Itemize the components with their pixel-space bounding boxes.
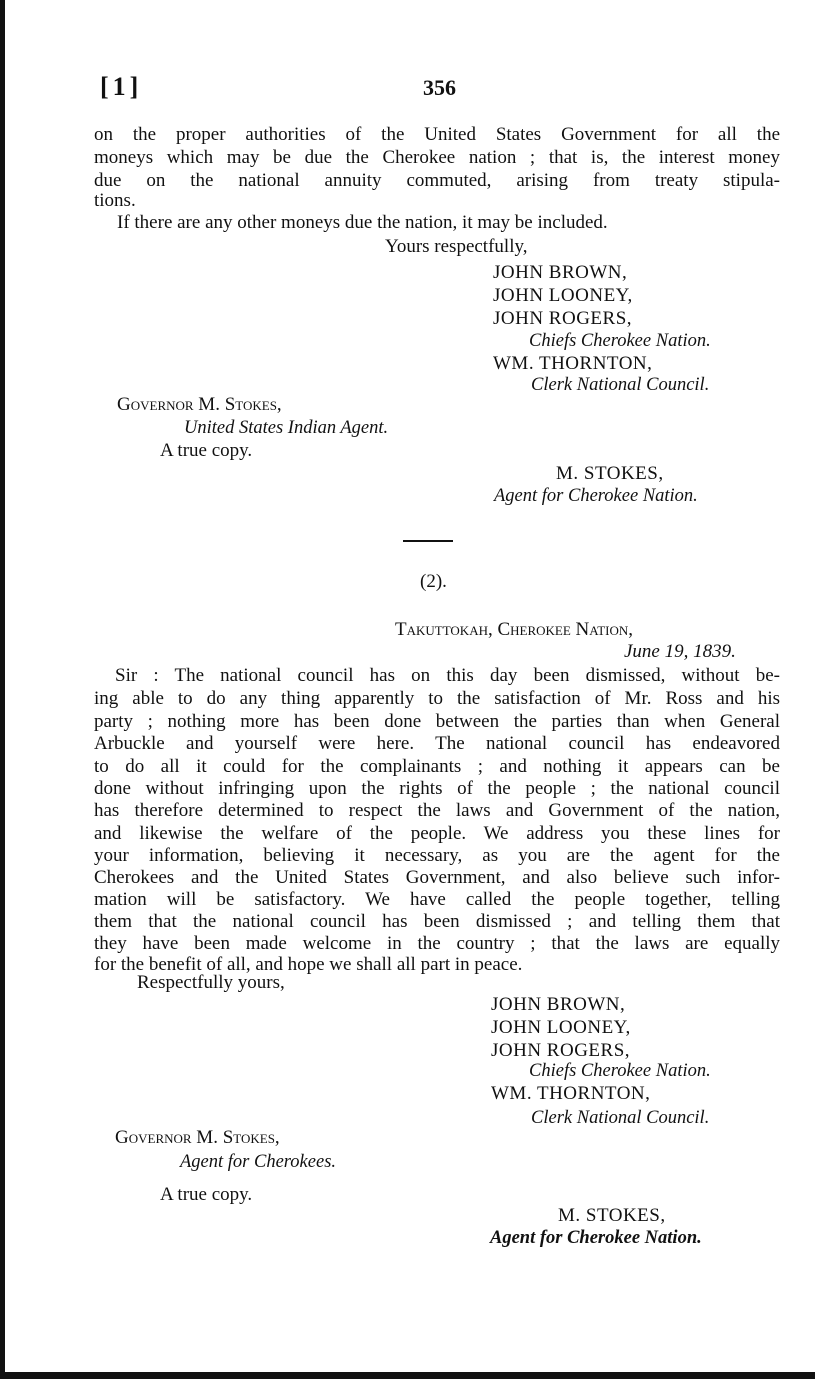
page-number: 356 bbox=[423, 75, 456, 100]
letter2-line-13: they have been made welcome in the country ; that the laws are equally bbox=[94, 933, 780, 954]
letter1-signer-1: JOHN BROWN, bbox=[493, 262, 628, 283]
letter1-line-2: moneys which may be due the Cherokee nation ; that is, the interest money bbox=[94, 147, 780, 168]
letter2-line-3: party ; nothing more has been done between the parties than when General bbox=[94, 711, 780, 732]
letter1-para-2: If there are any other moneys due the nation, it may be included. bbox=[117, 212, 608, 233]
letter1-closing: Yours respectfully, bbox=[385, 236, 528, 257]
letter2-line-11: mation will be satisfactory. We have called the people together, telling bbox=[94, 889, 780, 910]
letter2-line-8: and likewise the welfare of the people. We address you these lines for bbox=[94, 823, 780, 844]
letter1-attest-title: Agent for Cherokee Nation. bbox=[494, 486, 698, 506]
letter1-signers-title: Chiefs Cherokee Nation. bbox=[529, 331, 711, 351]
letter2-date: June 19, 1839. bbox=[624, 641, 736, 662]
letter2-place: Takuttokah, Cherokee Nation, bbox=[395, 619, 634, 640]
letter2-signer-3: JOHN ROGERS, bbox=[491, 1040, 631, 1061]
document-number: [1] bbox=[100, 72, 143, 101]
letter2-line-7: has therefore determined to respect the laws and Government of the nation, bbox=[94, 800, 780, 821]
section-divider bbox=[403, 540, 453, 542]
letter2-line-4: Arbuckle and yourself were here. The national council has endeavored bbox=[94, 733, 780, 754]
letter2-number: (2). bbox=[420, 571, 447, 592]
letter1-signer-3: JOHN ROGERS, bbox=[493, 308, 633, 329]
letter2-line-6: done without infringing upon the rights of the people ; the national council bbox=[94, 778, 780, 799]
letter1-clerk-title: Clerk National Council. bbox=[531, 375, 710, 395]
letter2-addressee: Governor M. Stokes, bbox=[115, 1127, 280, 1148]
letter1-line-4: tions. bbox=[94, 190, 136, 211]
letter2-clerk: WM. THORNTON, bbox=[491, 1083, 651, 1104]
letter1-true-copy: A true copy. bbox=[160, 440, 253, 461]
letter2-signer-2: JOHN LOONEY, bbox=[491, 1017, 631, 1038]
letter2-line-9: your information, believing it necessary, as you are the agent for the bbox=[94, 845, 780, 866]
letter2-attest-title: Agent for Cherokee Nation. bbox=[490, 1228, 702, 1248]
letter1-clerk: WM. THORNTON, bbox=[493, 353, 653, 374]
letter2-line-5: to do all it could for the complainants ; and nothing it appears can be bbox=[94, 756, 780, 777]
letter2-line-10: Cherokees and the United States Government, and also believe such infor- bbox=[94, 867, 780, 888]
letter2-closing: Respectfully yours, bbox=[137, 972, 285, 993]
letter2-line-14: for the benefit of all, and hope we shall all part in peace. bbox=[94, 954, 523, 975]
letter2-line-1: Sir : The national council has on this day been dismissed, without be- bbox=[115, 665, 780, 686]
letter2-line-2: ing able to do any thing apparently to the satisfaction of Mr. Ross and his bbox=[94, 688, 780, 709]
letter2-signer-1: JOHN BROWN, bbox=[491, 994, 626, 1015]
letter2-attest-name: M. STOKES, bbox=[558, 1205, 666, 1226]
letter2-signers-title: Chiefs Cherokee Nation. bbox=[529, 1061, 711, 1081]
letter2-true-copy: A true copy. bbox=[160, 1184, 253, 1205]
letter1-line-3: due on the national annuity commuted, arising from treaty stipula- bbox=[94, 170, 780, 191]
letter1-line-1: on the proper authorities of the United States Government for all the bbox=[94, 124, 780, 145]
letter2-clerk-title: Clerk National Council. bbox=[531, 1108, 710, 1128]
letter2-line-12: them that the national council has been dismissed ; and telling them that bbox=[94, 911, 780, 932]
letter1-addressee-title: United States Indian Agent. bbox=[184, 418, 389, 438]
letter2-addressee-title: Agent for Cherokees. bbox=[180, 1152, 337, 1172]
letter1-addressee: Governor M. Stokes, bbox=[117, 394, 282, 415]
letter1-signer-2: JOHN LOONEY, bbox=[493, 285, 633, 306]
letter1-attest-name: M. STOKES, bbox=[556, 463, 664, 484]
